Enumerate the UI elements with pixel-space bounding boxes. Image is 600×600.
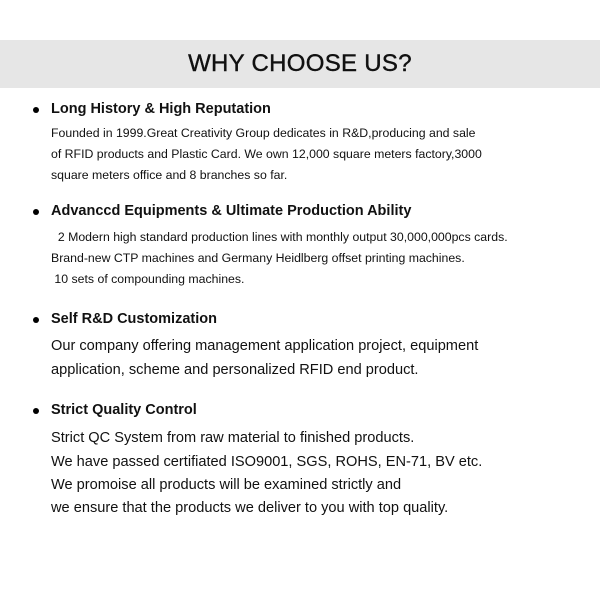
section-text-line: We have passed certifiated ISO9001, SGS, ROHS, EN-71, BV etc. [51,454,483,470]
bullet-icon [33,107,39,113]
header-banner [0,40,600,88]
section-text-line: Brand-new CTP machines and Germany Heidlberg offset printing machines. [51,251,465,265]
section-heading: Advanccd Equipments & Ultimate Production Ability [51,203,412,219]
section-heading: Long History & High Reputation [51,101,271,117]
bullet-icon [33,408,39,414]
bullet-icon [33,317,39,323]
section-text-line: We promoise all products will be examined strictly and [51,477,402,493]
section-text-line: Strict QC System from raw material to finished products. [51,430,415,446]
section-text-line: 10 sets of compounding machines. [51,272,245,286]
section-text-line: 2 Modern high standard production lines with monthly output 30,000,000pcs cards. [51,230,508,244]
bullet-icon [33,209,39,215]
section-text-line: Founded in 1999.Great Creativity Group dedicates in R&D,producing and sale [51,126,476,140]
page-title: WHY CHOOSE US? [188,50,412,77]
section-text-line: Our company offering management application project, equipment [51,338,479,354]
section-text-line: we ensure that the products we deliver to you with top quality. [51,500,449,516]
section-heading: Strict Quality Control [51,402,197,418]
section-text-line: square meters office and 8 branches so far. [51,168,288,182]
section-text-line: application, scheme and personalized RFID end product. [51,362,419,378]
section-text-line: of RFID products and Plastic Card. We own 12,000 square meters factory,3000 [51,147,482,161]
section-heading: Self R&D Customization [51,311,217,327]
